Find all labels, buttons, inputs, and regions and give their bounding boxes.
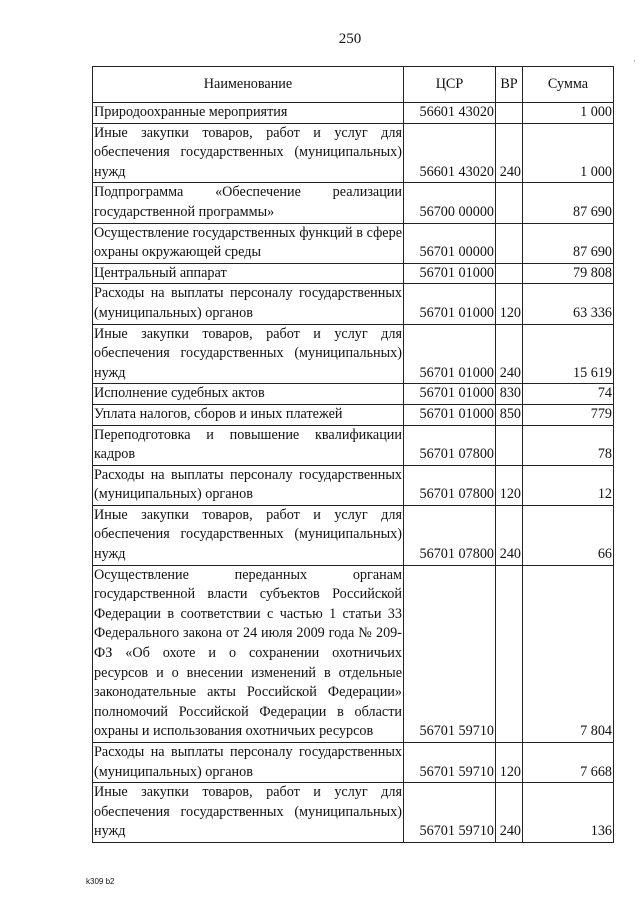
- header-sum: Сумма: [523, 67, 614, 103]
- row-sum: 7 804: [523, 565, 614, 742]
- row-csr: 56601 43020: [404, 123, 496, 183]
- table-row: [93, 324, 614, 384]
- row-sum: 66: [523, 505, 614, 565]
- margin-mark: ·: [633, 56, 636, 66]
- row-csr: 56701 01000: [404, 384, 496, 405]
- row-name: Иные закупки товаров, работ и услуг для обеспечения государственных (муниципальных) нужд: [93, 324, 404, 384]
- row-vr: 240: [496, 324, 523, 384]
- table-row: [93, 783, 614, 843]
- row-name: Центральный аппарат: [93, 263, 404, 284]
- row-csr: 56701 07800: [404, 465, 496, 505]
- row-sum: 79 808: [523, 263, 614, 284]
- row-sum: 15 619: [523, 324, 614, 384]
- row-vr: [496, 425, 523, 465]
- row-csr: 56701 01000: [404, 404, 496, 425]
- table-row: [93, 263, 614, 284]
- table-body: [93, 103, 614, 843]
- row-vr: [496, 183, 523, 223]
- row-vr: 240: [496, 505, 523, 565]
- page-number: 250: [338, 31, 362, 47]
- header-name: Наименование: [93, 67, 404, 103]
- row-sum: 12: [523, 465, 614, 505]
- footer-code: k309 b2: [86, 877, 115, 886]
- header-vr: ВР: [496, 67, 523, 103]
- row-sum: 74: [523, 384, 614, 405]
- row-csr: 56701 59710: [404, 565, 496, 742]
- row-vr: 830: [496, 384, 523, 405]
- row-name: Переподготовка и повышение квалификации кадров: [93, 425, 404, 465]
- row-vr: [496, 263, 523, 284]
- table-row: [93, 565, 614, 742]
- table-row: [93, 425, 614, 465]
- table-header-row: [93, 67, 614, 103]
- row-sum: 63 336: [523, 284, 614, 324]
- row-sum: 87 690: [523, 223, 614, 263]
- row-vr: 120: [496, 465, 523, 505]
- row-csr: 56701 01000: [404, 263, 496, 284]
- row-sum: 1 000: [523, 123, 614, 183]
- row-name: Осуществление государственных функций в сфере охраны окружающей среды: [93, 223, 404, 263]
- row-vr: 240: [496, 783, 523, 843]
- table-row: [93, 743, 614, 783]
- table-row: [93, 183, 614, 223]
- header-csr: ЦСР: [404, 67, 496, 103]
- table-row: [93, 505, 614, 565]
- row-name: Подпрограмма «Обеспечение реализации государственной программы»: [93, 183, 404, 223]
- row-csr: 56701 07800: [404, 505, 496, 565]
- row-name: Расходы на выплаты персоналу государственных (муниципальных) органов: [93, 743, 404, 783]
- row-sum: 1 000: [523, 103, 614, 124]
- row-sum: 779: [523, 404, 614, 425]
- row-vr: [496, 223, 523, 263]
- table-row: [93, 103, 614, 124]
- row-vr: 240: [496, 123, 523, 183]
- row-vr: [496, 103, 523, 124]
- row-sum: 136: [523, 783, 614, 843]
- table-row: [93, 465, 614, 505]
- row-name: Иные закупки товаров, работ и услуг для обеспечения государственных (муниципальных) нужд: [93, 123, 404, 183]
- row-vr: 120: [496, 284, 523, 324]
- row-vr: [496, 565, 523, 742]
- row-csr: 56701 59710: [404, 743, 496, 783]
- row-name: Расходы на выплаты персоналу государственных (муниципальных) органов: [93, 465, 404, 505]
- budget-table: [92, 66, 614, 843]
- row-csr: 56701 59710: [404, 783, 496, 843]
- row-vr: 120: [496, 743, 523, 783]
- table-row: [93, 123, 614, 183]
- row-csr: 56701 01000: [404, 324, 496, 384]
- row-vr: 850: [496, 404, 523, 425]
- row-name: Исполнение судебных актов: [93, 384, 404, 405]
- table-row: [93, 384, 614, 405]
- row-name: Иные закупки товаров, работ и услуг для обеспечения государственных (муниципальных) нужд: [93, 505, 404, 565]
- row-csr: 56701 01000: [404, 284, 496, 324]
- row-csr: 56700 00000: [404, 183, 496, 223]
- row-name: Расходы на выплаты персоналу государственных (муниципальных) органов: [93, 284, 404, 324]
- row-name: Природоохранные мероприятия: [93, 103, 404, 124]
- row-name: Уплата налогов, сборов и иных платежей: [93, 404, 404, 425]
- row-name: Иные закупки товаров, работ и услуг для обеспечения государственных (муниципальных) нужд: [93, 783, 404, 843]
- table-row: [93, 404, 614, 425]
- table-row: [93, 223, 614, 263]
- row-sum: 87 690: [523, 183, 614, 223]
- table-row: [93, 284, 614, 324]
- row-sum: 78: [523, 425, 614, 465]
- row-name: Осуществление переданных органам государственной власти субъектов Российской Федерации в соответствии с частью 1 статьи 33 Федерального закона от 24 июля 2009 года № 209-ФЗ «Об охоте и о сохранении охотничьих ресурсов и о внесении изменений в отдельные законодательные акты Российской Федерации» полномочий Российской Федерации в области охраны и использования охотничьих ресурсов: [93, 565, 404, 742]
- row-csr: 56701 00000: [404, 223, 496, 263]
- row-sum: 7 668: [523, 743, 614, 783]
- row-csr: 56601 43020: [404, 103, 496, 124]
- row-csr: 56701 07800: [404, 425, 496, 465]
